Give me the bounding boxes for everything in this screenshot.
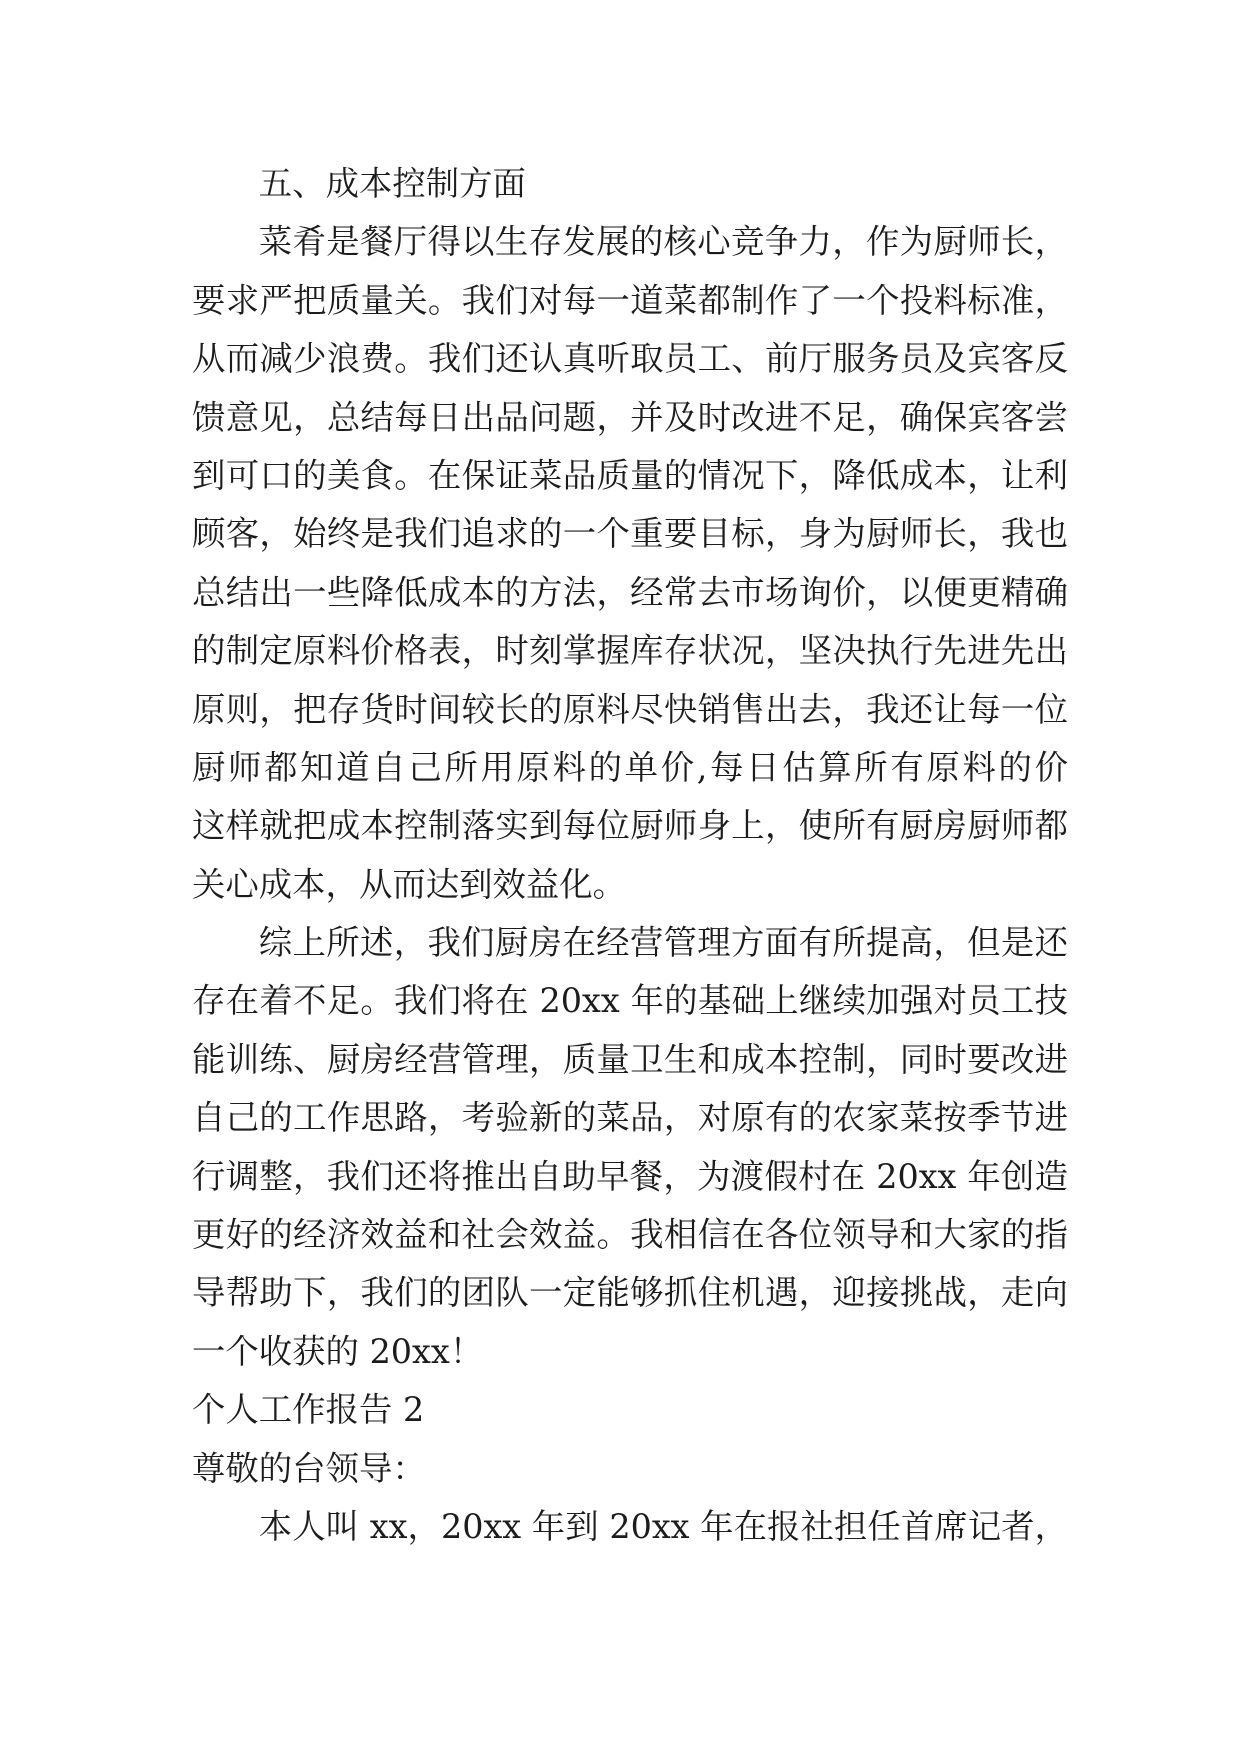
text-line: 能训练、厨房经营管理，质量卫生和成本控制，同时要改进 — [192, 1039, 1068, 1079]
text-line: 更好的经济效益和社会效益。我相信在各位领导和大家的指 — [192, 1215, 1068, 1255]
text-line: 存在着不足。我们将在 20xx 年的基础上继续加强对员工技 — [192, 981, 1068, 1021]
salutation: 尊敬的台领导： — [192, 1448, 426, 1488]
text-line: 一个收获的 20xx！ — [192, 1331, 484, 1371]
text-line: 总结出一些降低成本的方法，经常去市场询价，以便更精确 — [192, 572, 1068, 612]
text-line: 本人叫 xx，20xx 年到 20xx 年在报社担任首席记者， — [258, 1506, 1068, 1546]
text-line: 菜肴是餐厅得以生存发展的核心竞争力，作为厨师长， — [258, 222, 1068, 262]
text-line: 从而减少浪费。我们还认真听取员工、前厅服务员及宾客反 — [192, 339, 1068, 379]
text-line: 顾客，始终是我们追求的一个重要目标，身为厨师长，我也 — [192, 514, 1068, 554]
text-line: 这样就把成本控制落实到每位厨师身上，使所有厨房厨师都 — [192, 806, 1068, 846]
text-line: 综上所述，我们厨房在经营管理方面有所提高，但是还 — [258, 923, 1068, 963]
paragraph-cost-control — [192, 213, 1068, 914]
paragraph-summary — [192, 914, 1068, 1381]
text-line: 厨师都知道自己所用原料的单价,每日估算所有原料的价 — [192, 747, 1068, 787]
section-heading: 五、成本控制方面 — [258, 164, 526, 203]
text-line: 馈意见，总结每日出品问题，并及时改进不足，确保宾客尝 — [192, 397, 1068, 437]
report-title: 个人工作报告 2 — [192, 1390, 425, 1430]
text-line: 导帮助下，我们的团队一定能够抓住机遇，迎接挑战，走向 — [192, 1273, 1068, 1313]
text-line: 自己的工作思路，考验新的菜品，对原有的农家菜按季节进 — [192, 1098, 1068, 1138]
text-line: 到可口的美食。在保证菜品质量的情况下，降低成本，让利 — [192, 455, 1068, 495]
text-line: 行调整，我们还将推出自助早餐，为渡假村在 20xx 年创造 — [192, 1156, 1068, 1196]
text-line: 要求严把质量关。我们对每一道菜都制作了一个投料标准， — [192, 280, 1068, 320]
document-body — [192, 155, 1068, 1556]
text-line: 关心成本，从而达到效益化。 — [192, 864, 627, 904]
paragraph-introduction — [192, 1498, 1068, 1556]
text-line: 原则，把存货时间较长的原料尽快销售出去，我还让每一位 — [192, 689, 1068, 729]
text-line: 的制定原料价格表，时刻掌握库存状况，坚决执行先进先出 — [192, 631, 1068, 671]
